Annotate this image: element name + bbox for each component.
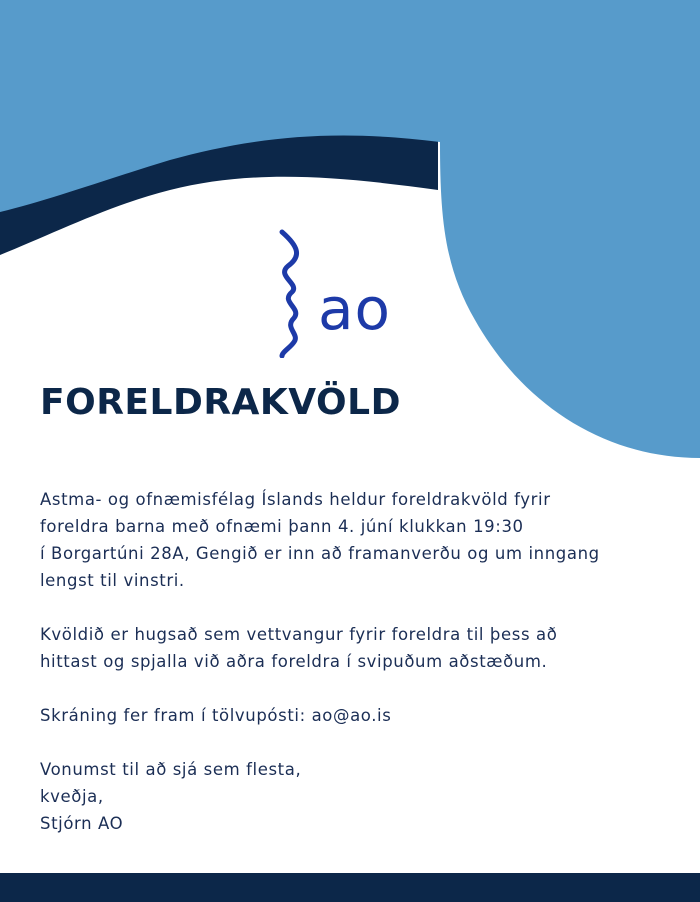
page-title: FORELDRAKVÖLD [40, 382, 401, 423]
text-line: Skráning fer fram í tölvupósti: ao@ao.is [40, 706, 392, 725]
text-line: Kvöldið er hugsað sem vettvangur fyrir foreldra til þess að [40, 625, 558, 644]
ao-logo [268, 228, 418, 358]
text-line: Astma- og ofnæmisfélag Íslands heldur foreldrakvöld fyrir [40, 490, 551, 509]
text-line: Vonumst til að sjá sem flesta, [40, 760, 302, 779]
logo-text: ao [318, 275, 392, 343]
text-line: kveðja, [40, 787, 104, 806]
footer-bar [0, 873, 700, 902]
text-line: hittast og spjalla við aðra foreldra í svipuðum aðstæðum. [40, 652, 548, 671]
paragraph-signoff [40, 756, 680, 837]
text-line: Stjórn AO [40, 814, 124, 833]
body-text [40, 486, 680, 837]
paragraph-invitation [40, 486, 680, 594]
text-line: foreldra barna með ofnæmi þann 4. júní klukkan 19:30 [40, 517, 524, 536]
text-line: lengst til vinstri. [40, 571, 185, 590]
text-line: í Borgartúni 28A, Gengið er inn að framanverðu og um inngang [40, 544, 600, 563]
paragraph-registration [40, 702, 680, 729]
paragraph-purpose [40, 621, 680, 675]
